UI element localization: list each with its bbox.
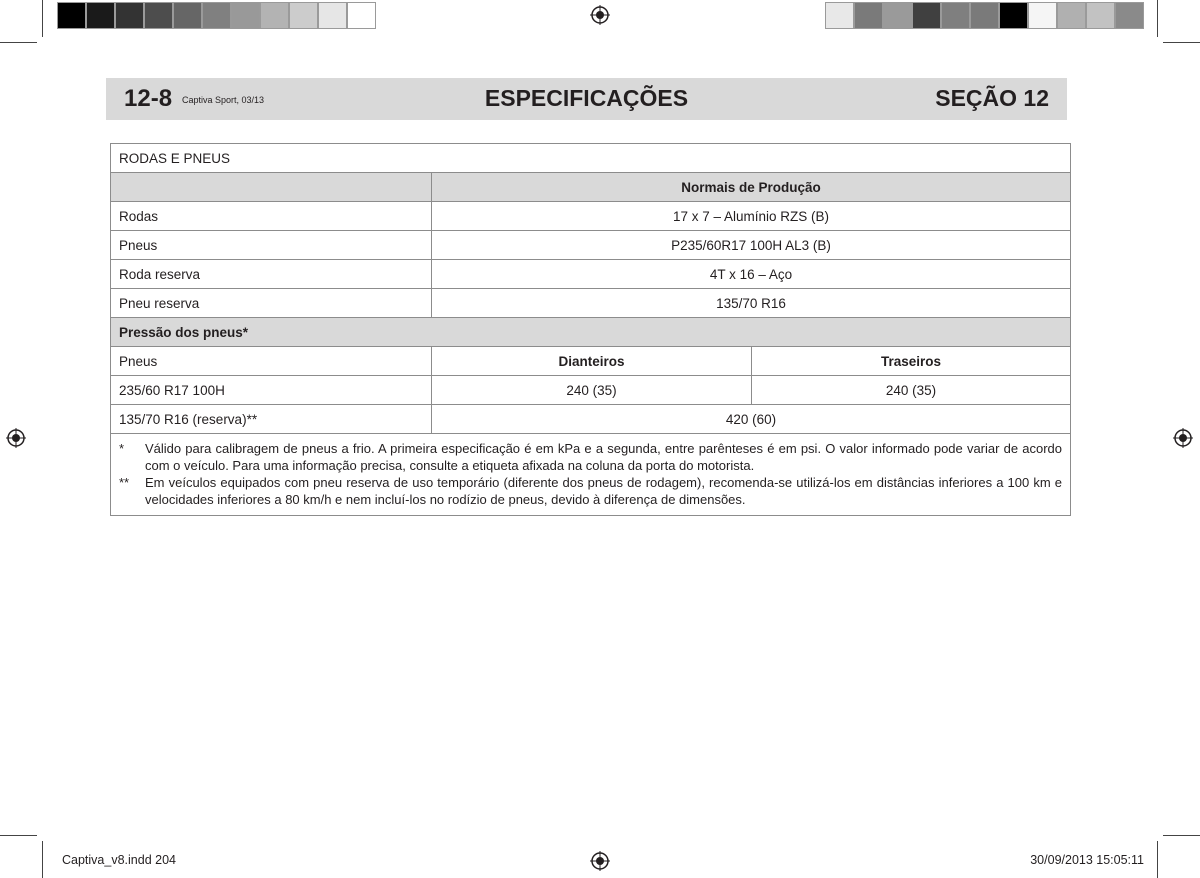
row-label: Roda reserva xyxy=(111,260,432,289)
color-swatch xyxy=(86,2,115,29)
crop-mark xyxy=(1157,0,1158,37)
color-swatch xyxy=(202,2,231,29)
color-swatch xyxy=(1057,2,1086,29)
spare-pressure: 420 (60) xyxy=(432,405,1071,434)
color-swatch xyxy=(825,2,854,29)
color-swatch xyxy=(231,2,260,29)
color-swatch xyxy=(173,2,202,29)
color-swatch xyxy=(854,2,883,29)
footer-timestamp: 30/09/2013 15:05:11 xyxy=(1030,853,1144,867)
color-swatch xyxy=(115,2,144,29)
footnote-text: Válido para calibragem de pneus a frio. A primeira especificação é em kPa e a segunda, entre parênteses é em psi. O valor informado pode variar de acordo com o veículo. Para uma informação precisa, consulte a etiqueta afixada na coluna da porta do motorista. xyxy=(145,441,1062,473)
header-empty-cell xyxy=(111,173,432,202)
table-row xyxy=(111,289,1071,318)
rear-header: Traseiros xyxy=(752,347,1071,376)
table-header-row xyxy=(111,173,1071,202)
table-row xyxy=(111,405,1071,434)
color-swatch xyxy=(970,2,999,29)
crop-mark xyxy=(0,42,37,43)
crop-mark xyxy=(1163,42,1200,43)
color-swatch xyxy=(57,2,86,29)
page-header xyxy=(106,78,1067,120)
color-swatch xyxy=(941,2,970,29)
front-header: Dianteiros xyxy=(432,347,752,376)
registration-mark-icon xyxy=(590,851,610,871)
registration-mark-icon xyxy=(6,428,26,448)
color-bar-right xyxy=(825,2,1144,30)
table-row xyxy=(111,231,1071,260)
row-value: P235/60R17 100H AL3 (B) xyxy=(432,231,1071,260)
pressure-header-label: Pneus xyxy=(111,347,432,376)
table-row xyxy=(111,376,1071,405)
crop-mark xyxy=(1163,835,1200,836)
rear-pressure: 240 (35) xyxy=(752,376,1071,405)
row-value: 135/70 R16 xyxy=(432,289,1071,318)
registration-mark-icon xyxy=(1173,428,1193,448)
footnote xyxy=(119,440,1062,474)
row-value: 4T x 16 – Aço xyxy=(432,260,1071,289)
page-number: 12-8 xyxy=(124,85,173,112)
row-label: 235/60 R17 100H xyxy=(111,376,432,405)
color-swatch xyxy=(347,2,376,29)
pressure-title-row xyxy=(111,318,1071,347)
table-row xyxy=(111,260,1071,289)
color-swatch xyxy=(289,2,318,29)
color-swatch xyxy=(1115,2,1144,29)
section-number: SEÇÃO 12 xyxy=(935,85,1049,111)
color-swatch xyxy=(1086,2,1115,29)
color-swatch xyxy=(912,2,941,29)
crop-mark xyxy=(42,0,43,37)
crop-mark xyxy=(42,841,43,878)
footer-file: Captiva_v8.indd 204 xyxy=(62,853,176,867)
pressure-header-row xyxy=(111,347,1071,376)
row-label: Pneus xyxy=(111,231,432,260)
row-label: 135/70 R16 (reserva)** xyxy=(111,405,432,434)
registration-mark-icon xyxy=(590,5,610,25)
row-label: Rodas xyxy=(111,202,432,231)
row-label: Pneu reserva xyxy=(111,289,432,318)
footnote xyxy=(119,474,1062,508)
table-title: RODAS E PNEUS xyxy=(111,144,1071,173)
footnote-mark: ** xyxy=(119,475,130,490)
table-row xyxy=(111,202,1071,231)
row-value: 17 x 7 – Alumínio RZS (B) xyxy=(432,202,1071,231)
color-swatch xyxy=(883,2,912,29)
footnote-mark: * xyxy=(119,441,125,456)
crop-mark xyxy=(0,835,37,836)
table-title-row xyxy=(111,144,1071,173)
footnotes xyxy=(111,434,1071,516)
color-swatch xyxy=(318,2,347,29)
footnote-text: Em veículos equipados com pneu reserva de uso temporário (diferente dos pneus de rodagem), recomenda-se utilizá-los em distâncias inferiores a 100 km e velocidades inferiores a 80 km/h e nem incluí-los no rodízio de pneus, devido à diferença de dimensões. xyxy=(145,475,1062,507)
column-header: Normais de Produção xyxy=(432,173,1071,202)
color-swatch xyxy=(999,2,1028,29)
color-swatch xyxy=(1028,2,1057,29)
section-title: ESPECIFICAÇÕES xyxy=(484,85,689,111)
crop-mark xyxy=(1157,841,1158,878)
color-swatch xyxy=(144,2,173,29)
front-pressure: 240 (35) xyxy=(432,376,752,405)
notes-row xyxy=(111,434,1071,516)
color-swatch xyxy=(260,2,289,29)
wheels-tires-table xyxy=(110,143,1071,516)
book-reference: Captiva Sport, 03/13 xyxy=(182,95,265,105)
color-bar-left xyxy=(57,2,376,30)
pressure-title: Pressão dos pneus* xyxy=(111,318,1071,347)
